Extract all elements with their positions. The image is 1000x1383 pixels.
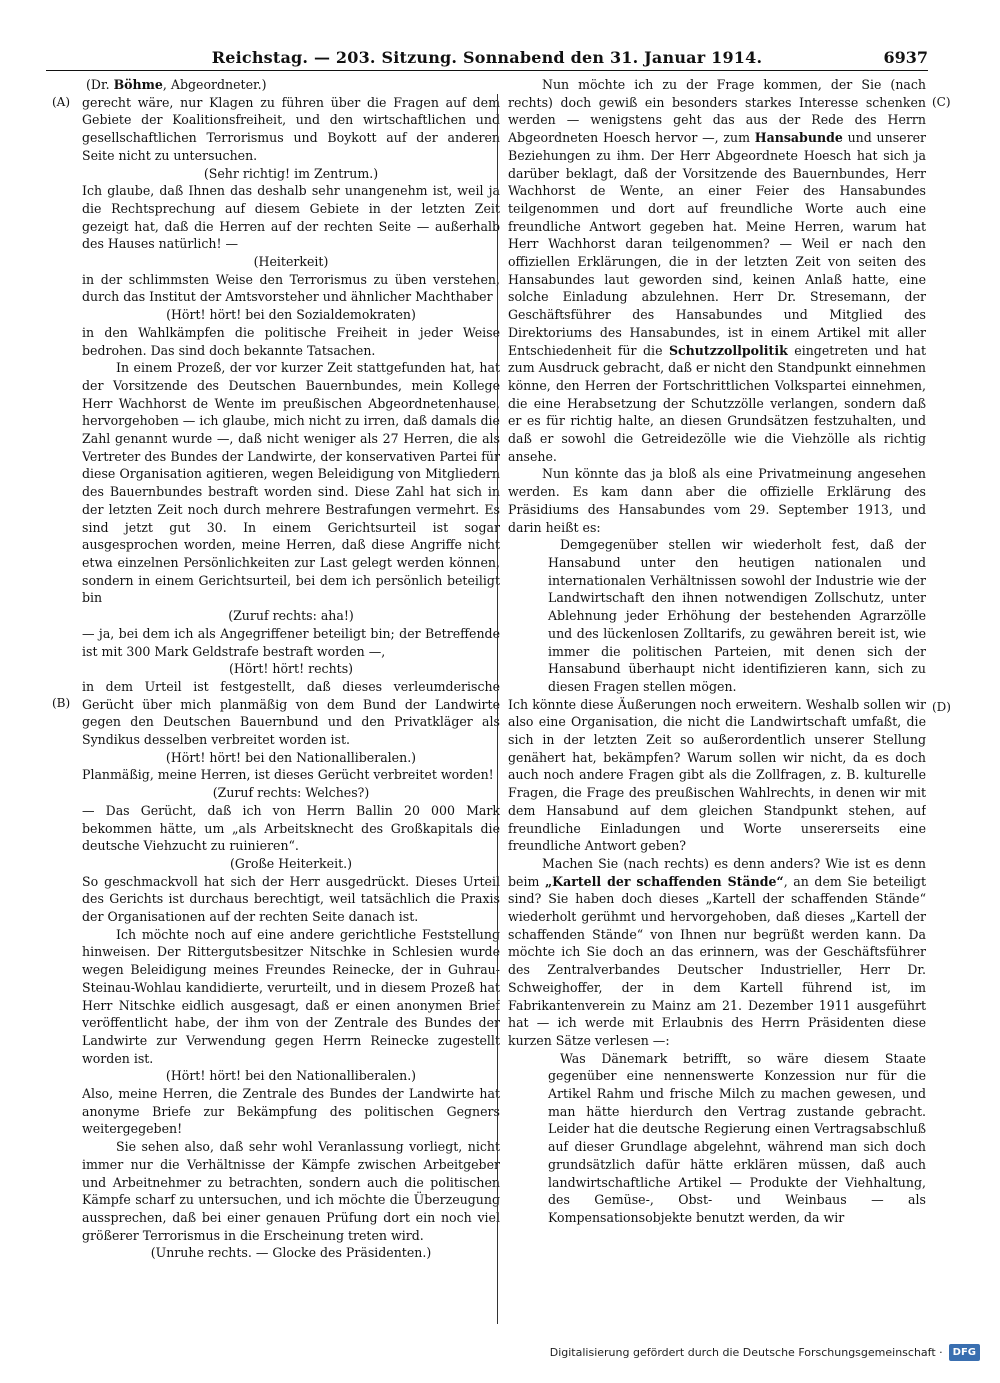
paragraph: Ich könnte diese Äußerungen noch erweitern. Weshalb sollen wir also eine Organisation, die nicht die Landwirtschaft umfaßt, die sich in der letzten Zeit so außerordentlich unserer Stellung genähert hat, bekämpfen? Warum sollen wir nicht, da es doch auch noch andere Fragen gibt als die Zollfragen, z. B. kulturelle Fragen, die Frage des preußischen Wahlrechts, in denen wir mit dem Hansabund auf dem gleichen Standpunkt stehen, auf freundliche Einladungen und Worte unsererseits eine freundliche Antwort geben? [508, 696, 926, 854]
footer-text: Digitalisierung gefördert durch die Deutsche Forschungsgemeinschaft · [549, 1345, 943, 1359]
paragraph: gerecht wäre, nur Klagen zu führen über die Fragen auf dem Gebiete der Koalitionsfreiheit, und den wirtschaftlichen und gesellschaftlichen Terrorismus und Boykott auf der anderen Seite nicht zu untersuchen. [82, 94, 500, 163]
interjection: (Heiterkeit) [253, 254, 329, 270]
paragraph: in den Wahlkämpfen die politische Freiheit in jeder Weise bedrohen. Das sind doch bekannte Tatsachen. [82, 324, 500, 358]
page-number: 6937 [883, 48, 928, 67]
page-header [46, 46, 928, 71]
margin-mark-a: (A) [52, 95, 71, 109]
paragraph: Demgegenüber stellen wir wiederholt fest, daß der Hansabund unter den heutigen nationalen und internationalen Verhältnissen sowohl der Industrie wie der Landwirtschaft den ihnen notwendigen Zollschutz, unter Ablehnung jeder Erhöhung der bestehenden Agrarzölle und des lückenlosen Zolltarifs, zu gewähren bereit ist, wie immer die politischen Parteien, mit denen sich der Hansabund überhaupt nicht identifizieren kann, sich zu diesen Fragen stellen mögen. [548, 537, 926, 694]
paragraph: Ich glaube, daß Ihnen das deshalb sehr unangenehm ist, weil ja die Rechtsprechung auf diesem Gebiete in der letzten Zeit gezeigt hat, daß die Herren auf der rechten Seite — außerhalb des Hauses natürlich! — [82, 183, 500, 252]
paragraph: in dem Urteil ist festgestellt, daß dieses verleumderische Gerücht über mich planmäßig von dem Bund der Landwirte gegen den Deutschen Bauernbund und den Privatkläger als Syndikus desselben verbreitet worden ist. [82, 678, 500, 748]
paragraph: Nun möchte ich zu der Frage kommen, der Sie (nach rechts) doch gewiß ein besonders starkes Interesse schenken werden — wenigstens geht das aus der Rede des Herrn Abgeordneten Hoesch hervor —, zum Hansabunde und unserer Beziehungen zu ihm. Der Herr Abgeordnete Hoesch hat sich ja darüber beklagt, daß der Vorsitzende des Bauernbundes, Herr Wachhorst de Wente, an einer Feier des Hansabundes teilgenommen und dort auf freundliche Worte auch eine freundliche Antwort gegeben hat. Meine Herren, warum hat Herr Wachhorst daran teilgenommen? — Weil er nach den offiziellen Erklärungen, die in der letzten Zeit von seiten des Hansabundes laut geworden sind, keinen Anlaß hatte, eine solche Einladung abzulehnen. Herr Dr. Stresemann, der Geschäftsführer des Hansabundes und Mitglied des Direktoriums des Hansabundes, ist in einem Artikel mit aller Entschiedenheit für die Schutzzollpolitik eingetreten und hat zum Ausdruck gebracht, daß er nicht den Standpunkt einnehmen könne, den Herren der Fortschrittlichen Volkspartei einnehmen, die eine Herabsetzung der Schutzzölle verlangen, sondern daß er es für richtig halte, an diesen Grundsätzen festzuhalten, und daß er sowohl die Getreidezölle wie die Viehzölle als richtig ansehe. [508, 77, 926, 464]
paragraph: Also, meine Herren, die Zentrale des Bundes der Landwirte hat anonyme Briefe zur Bekämpfung des politischen Gegners weitergegeben! [82, 1086, 500, 1137]
paragraph: Planmäßig, meine Herren, ist dieses Gerücht verbreitet worden! [82, 767, 494, 783]
interjection: (Unruhe rechts. — Glocke des Präsidenten.) [150, 1245, 432, 1261]
paragraph: Ich möchte noch auf eine andere gerichtliche Feststellung hinweisen. Der Rittergutsbesitzer Nitschke in Schlesien wurde wegen Beleidigung meines Freundes Reinecke, der in Guhrau-Steinau-Wohlau kandidierte, verurteilt, und in diesem Prozeß hat Herr Nitschke eidlich ausgesagt, daß er einen anonymen Brief veröffentlicht habe, der ihm von der Zentrale des Bundes der Landwirte zur Verwendung gegen Herrn Reinecke zugestellt worden ist. [82, 926, 500, 1066]
margin-mark-c: (C) [932, 95, 951, 109]
interjection: (Hört! hört! bei den Nationalliberalen.) [165, 1068, 417, 1084]
paragraph: In einem Prozeß, der vor kurzer Zeit stattgefunden hat, hat der Vorsitzende des Deutschen Bauernbundes, mein Kollege Herr Wachhorst de Wente im preußischen Abgeordnetenhause, hervorgehoben — ich glaube, mich nicht zu irren, daß damals die Zahl genannt wurde —, daß nicht weniger als 27 Herren, die als Vertreter des Bundes der Landwirte, der konservativen Partei für diese Organisation agitieren, wegen Beleidigung von Mitgliedern des Bauernbundes bestraft worden sind. Diese Zahl hat sich in der letzten Zeit noch durch mehrere Bestrafungen vermehrt. Es sind jetzt gut 30. In einem Gerichtsurteil ist sogar ausgesprochen worden, meine Herren, daß diese Angriffe nicht etwa einzelnen Persönlichkeiten zur Last gelegt werden können, sondern in einem Gerichtsurteil, bei dem ich persönlich beteiligt bin [82, 360, 500, 606]
paragraph: So geschmackvoll hat sich der Herr ausgedrückt. Dieses Urteil des Gerichts ist durchaus berechtigt, weil tatsächlich die Praxis der Organisationen auf der rechten Seite danach ist. [82, 873, 500, 925]
interjection: (Hört! hört! rechts) [228, 661, 354, 677]
digitization-footer [550, 1341, 980, 1363]
paragraph: — ja, bei dem ich als Angegriffener beteiligt bin; der Betreffende ist mit 300 Mark Geldstrafe bestraft worden —, [82, 625, 500, 659]
interjection: (Hört! hört! bei den Sozialdemokraten) [166, 307, 416, 323]
paragraph: Machen Sie (nach rechts) es denn anders? Wie ist es denn beim „Kartell der schaffenden Stände“, an dem Sie beteiligt sind? Sie haben doch dieses „Kartell der schaffenden Stände“ wiederholt gerühmt und hervorgehoben, daß dieses „Kartell der schaffenden Stände“ von Ihnen nur begrüßt werden kann. Da möchte ich Sie doch an das erinnern, was der Geschäftsführer des Zentralverbandes Deutscher Industrieller, Herr Dr. Schweighoffer, der in dem Kartell führend ist, im Fabrikantenverein zu Mainz am 21. Dezember 1911 ausgeführt hat — ich werde mit Erlaubnis des Herrn Präsidenten diese kurzen Sätze verlesen —: [508, 855, 926, 1048]
paragraph: Sie sehen also, daß sehr wohl Veranlassung vorliegt, nicht immer nur die Verhältnisse der Kämpfe zwischen Arbeitgeber und Arbeitnehmer zu betrachten, sondern auch die politischen Kämpfe scharf zu untersuchen, und ich möchte die Überzeugung aussprechen, daß bei einer genauen Prüfung dort ein noch viel größerer Terrorismus in die Erscheinung treten wird. [82, 1139, 500, 1243]
interjection: (Sehr richtig! im Zentrum.) [203, 165, 379, 181]
paragraph: Nun könnte das ja bloß als eine Privatmeinung angesehen werden. Es kam dann aber die offizielle Erklärung des Präsidiums des Hansabundes vom 29. September 1913, und darin heißt es: [508, 466, 926, 535]
interjection: (Hört! hört! bei den Nationalliberalen.) [165, 749, 417, 765]
column-divider [497, 94, 498, 1324]
margin-mark-b: (B) [52, 696, 71, 710]
right-column [508, 76, 926, 1314]
dfg-logo: DFG [949, 1344, 980, 1361]
margin-mark-d: (D) [932, 700, 951, 714]
paragraph: Was Dänemark betrifft, so wäre diesem Staate gegenüber eine nennenswerte Konzession nur für die Artikel Rahm und frische Milch zu machen gewesen, und man hätte hierdurch den Vertrag zustande gebracht. Leider hat die deutsche Regierung einen Vertragsabschluß auf dieser Grundlage abgelehnt, während man sich doch grundsätzlich dafür hätte erklären müssen, daß auch landwirtschaftliche Artikel — Produkte der Viehhaltung, des Gemüse-, Obst- und Weinbaus — als Kompensationsobjekte benutzt werden, da wir [548, 1050, 926, 1225]
running-title: Reichstag. — 203. Sitzung. Sonnabend den 31. Januar 1914. [211, 48, 763, 67]
interjection: (Zuruf rechts: Welches?) [212, 785, 370, 801]
interjection: (Zuruf rechts: aha!) [228, 608, 354, 624]
paragraph: (Dr. Böhme, Abgeordneter.) [86, 77, 267, 92]
paragraph: — Das Gerücht, daß ich von Herrn Ballin 20 000 Mark bekommen hätte, um „als Arbeitsknecht des Großkapitals die deutsche Viehzucht zu ruinieren“. [82, 802, 500, 854]
interjection: (Große Heiterkeit.) [229, 855, 353, 871]
left-column [82, 76, 500, 1314]
paragraph: in der schlimmsten Weise den Terrorismus zu üben verstehen, durch das Institut der Amtsvorsteher und ähnlicher Machthaber [82, 271, 500, 305]
